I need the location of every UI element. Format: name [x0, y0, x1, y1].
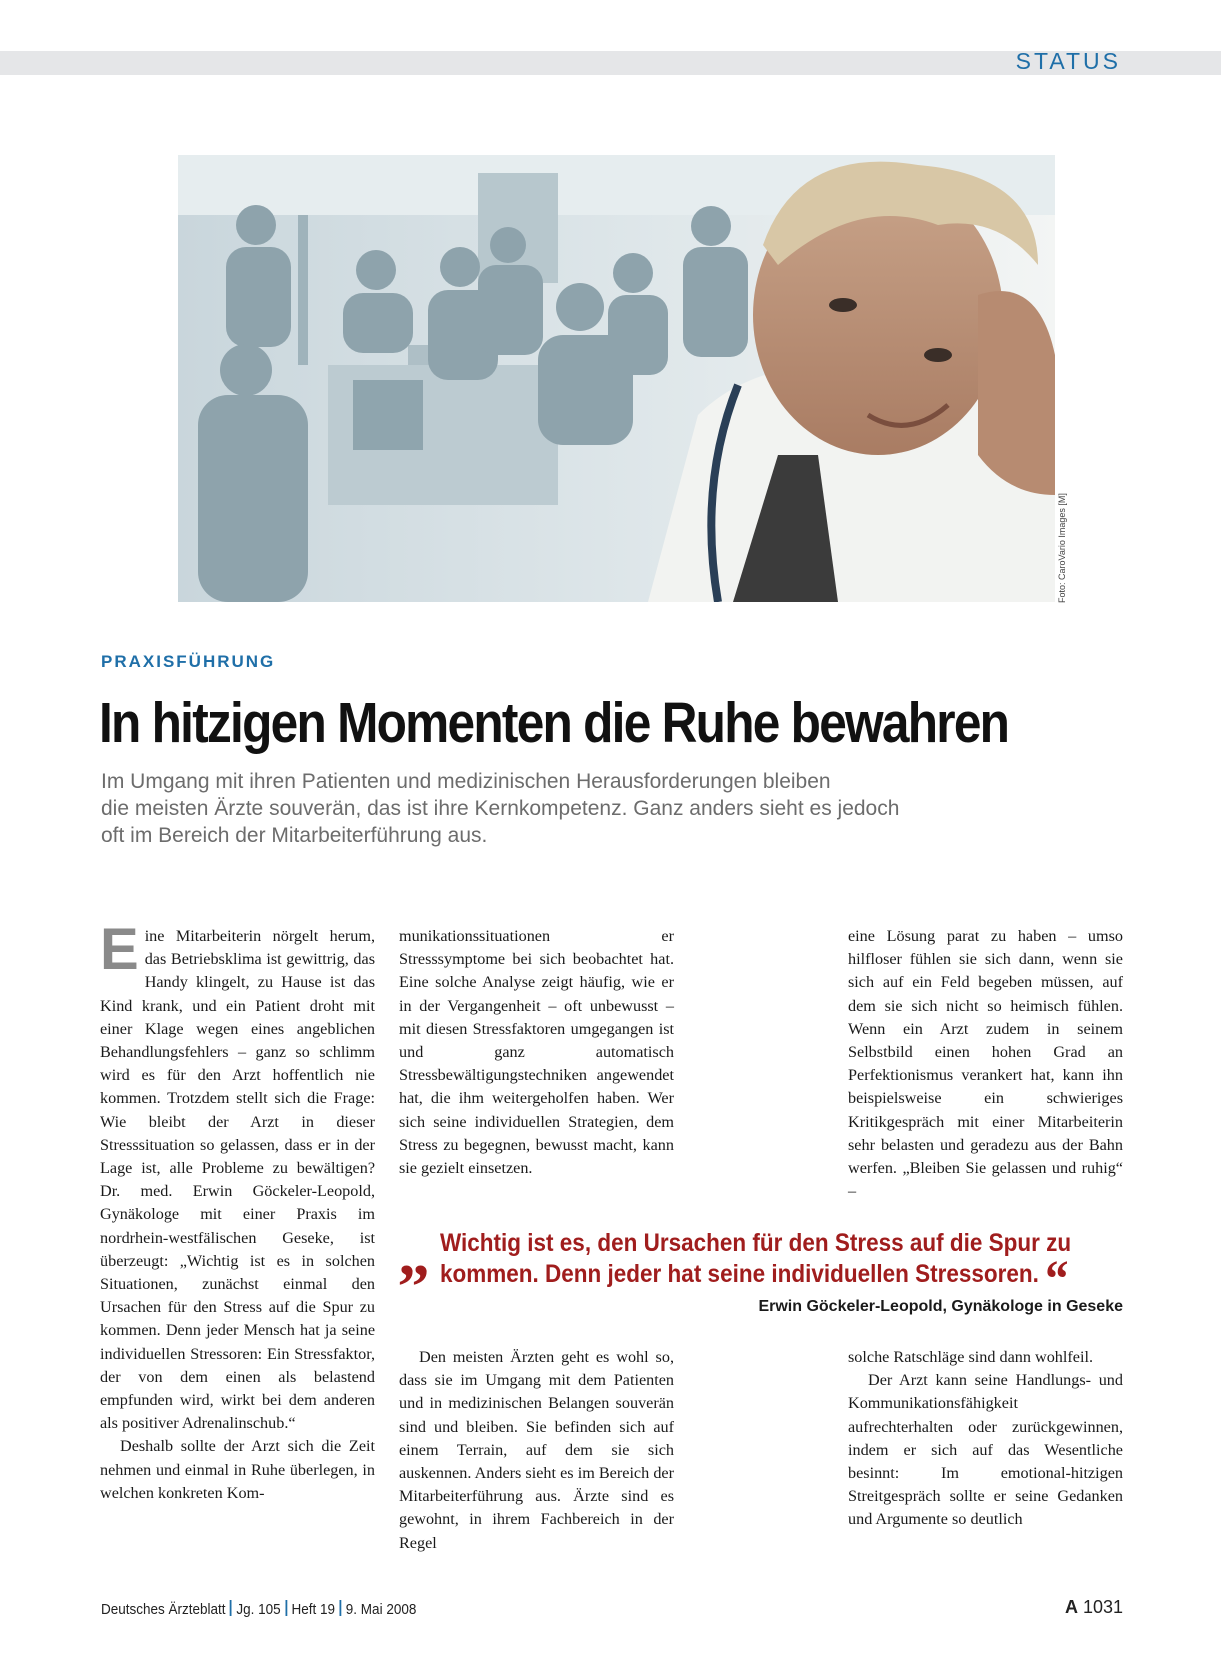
pull-quote-text: Wichtig ist es, den Ursachen für den Stress auf die Spur zu kommen. Denn jeder hat seine individuellen Stressoren.	[440, 1229, 1072, 1288]
paragraph-text: ine Mitarbeiterin nörgelt herum, das Betriebsklima ist gewittrig, das Handy klingelt, zu Hause ist das Kind krank, und ein Patient droht mit einer Klage wegen eines angeblichen Behandlungsfehlers – ganz so schlimm wird es für den Arzt hoffentlich nie kommen. Trotzdem stellt sich die Frage: Wie bleibt der Arzt in dieser Stresssituation so gelassen, dass er in der Lage ist, alle Probleme zu bewältigen? Dr. med. Erwin Göckeler-Leopold, Gynäkologe mit einer Praxis im nordrhein-westfälischen Geseke, ist überzeugt: „Wichtig ist es in solchen Situationen, zunächst einmal den Ursachen für den Stress auf die Spur zu kommen. Denn jeder Mensch hat ja seine individuellen Stressoren: Ein Stressfaktor, der von dem einen als belastend empfunden wird, wirkt bei dem anderen als positiver Adrenalinschub.“	[100, 927, 375, 1433]
footer-separator	[340, 1600, 342, 1616]
quote-open-icon: „	[398, 1218, 430, 1289]
paragraph: solche Ratschläge sind dann wohlfeil.	[848, 1348, 1094, 1366]
column-3-bottom	[848, 1346, 1123, 1532]
paragraph: Den meisten Ärzten geht es wohl so, dass sie im Umgang mit dem Patienten und in medizinischen Belangen souverän sind und bleiben. Sie befinden sich auf einem Terrain, auf dem sie sich auskennen. Anders sieht es im Bereich der Mitarbeiterführung aus. Ärzte sind es gewohnt, in ihrem Fachbereich in der Regel	[399, 1348, 674, 1552]
paragraph: munikationssituationen er Stresssymptome bei sich beobachtet hat. Eine solche Analyse zeigt häufig, wie er in der Vergangenheit – oft unbewusst – mit diesen Stressfaktoren umgegangen ist und ganz automatisch Stressbewältigungstechniken angewendet hat, die ihm weitergeholfen haben. Wer sich seine individuellen Strategien, dem Stress zu begegnen, bewusst macht, kann sie gezielt einsetzen.	[399, 927, 674, 1178]
paragraph: eine Lösung parat zu haben – umso hilfloser fühlen sie sich dann, wenn sie sich auf ein Feld begeben müssen, auf dem sie sich nicht so heimisch fühlen. Wenn ein Arzt zudem in seinem Selbstbild einen hohen Grad an Perfektionismus verankert hat, kann ihn beispielsweise ein schwieriges Kritikgespräch mit einer Mitarbeiterin sehr belasten und geradezu aus der Bahn werfen. „Bleiben Sie gelassen und ruhig“ –	[848, 927, 1123, 1201]
footer-separator	[285, 1600, 287, 1616]
paragraph: Der Arzt kann seine Handlungs- und Kommunikationsfähigkeit aufrechterhalten oder zurückgewinnen, indem er sich auf das Wesentliche besinnt: Im emotional-hitzigen Streitgespräch sollte er seine Gedanken und Argumente so deutlich	[848, 1371, 1123, 1529]
article-kicker: PRAXISFÜHRUNG	[101, 652, 276, 671]
quote-close-icon: “	[1045, 1251, 1069, 1308]
section-label: STATUS	[1015, 48, 1121, 74]
footer-citation	[101, 1600, 416, 1618]
column-2-bottom	[399, 1346, 674, 1555]
dek-line: Im Umgang mit ihren Patienten und medizinischen Herausforderungen bleiben	[101, 770, 831, 793]
journal-name: Deutsches Ärzteblatt	[101, 1601, 226, 1618]
paragraph	[100, 917, 375, 1435]
journal-issue: Heft 19	[291, 1601, 335, 1618]
dek-line: oft im Bereich der Mitarbeiterführung aus.	[101, 824, 488, 847]
column-1	[100, 917, 375, 1505]
paragraph: Deshalb sollte der Arzt sich die Zeit nehmen und einmal in Ruhe überlegen, in welchen konkreten Kom-	[100, 1437, 375, 1502]
journal-date: 9. Mai 2008	[345, 1601, 417, 1618]
journal-volume: Jg. 105	[236, 1601, 281, 1618]
drop-cap: E	[100, 917, 139, 982]
photo-doctor-waiting-room-icon	[178, 155, 1055, 602]
column-2-top	[399, 925, 674, 1180]
article-dek	[101, 768, 1121, 849]
column-3-top	[848, 925, 1123, 1203]
footer-separator	[230, 1600, 232, 1616]
page-number	[1065, 1597, 1123, 1618]
article-photo	[178, 155, 1055, 602]
article-headline: In hitzigen Momenten die Ruhe bewahren	[99, 691, 1009, 755]
pull-quote-attribution: Erwin Göckeler-Leopold, Gynäkologe in Geseke	[758, 1298, 1123, 1315]
page-number-value: 1031	[1082, 1597, 1123, 1617]
photo-credit: Foto: CaroVario Images [M]	[1057, 493, 1067, 603]
dek-line: die meisten Ärzte souverän, das ist ihre Kernkompetenz. Ganz anders sieht es jedoch	[101, 797, 900, 820]
page-prefix: A	[1064, 1597, 1078, 1617]
